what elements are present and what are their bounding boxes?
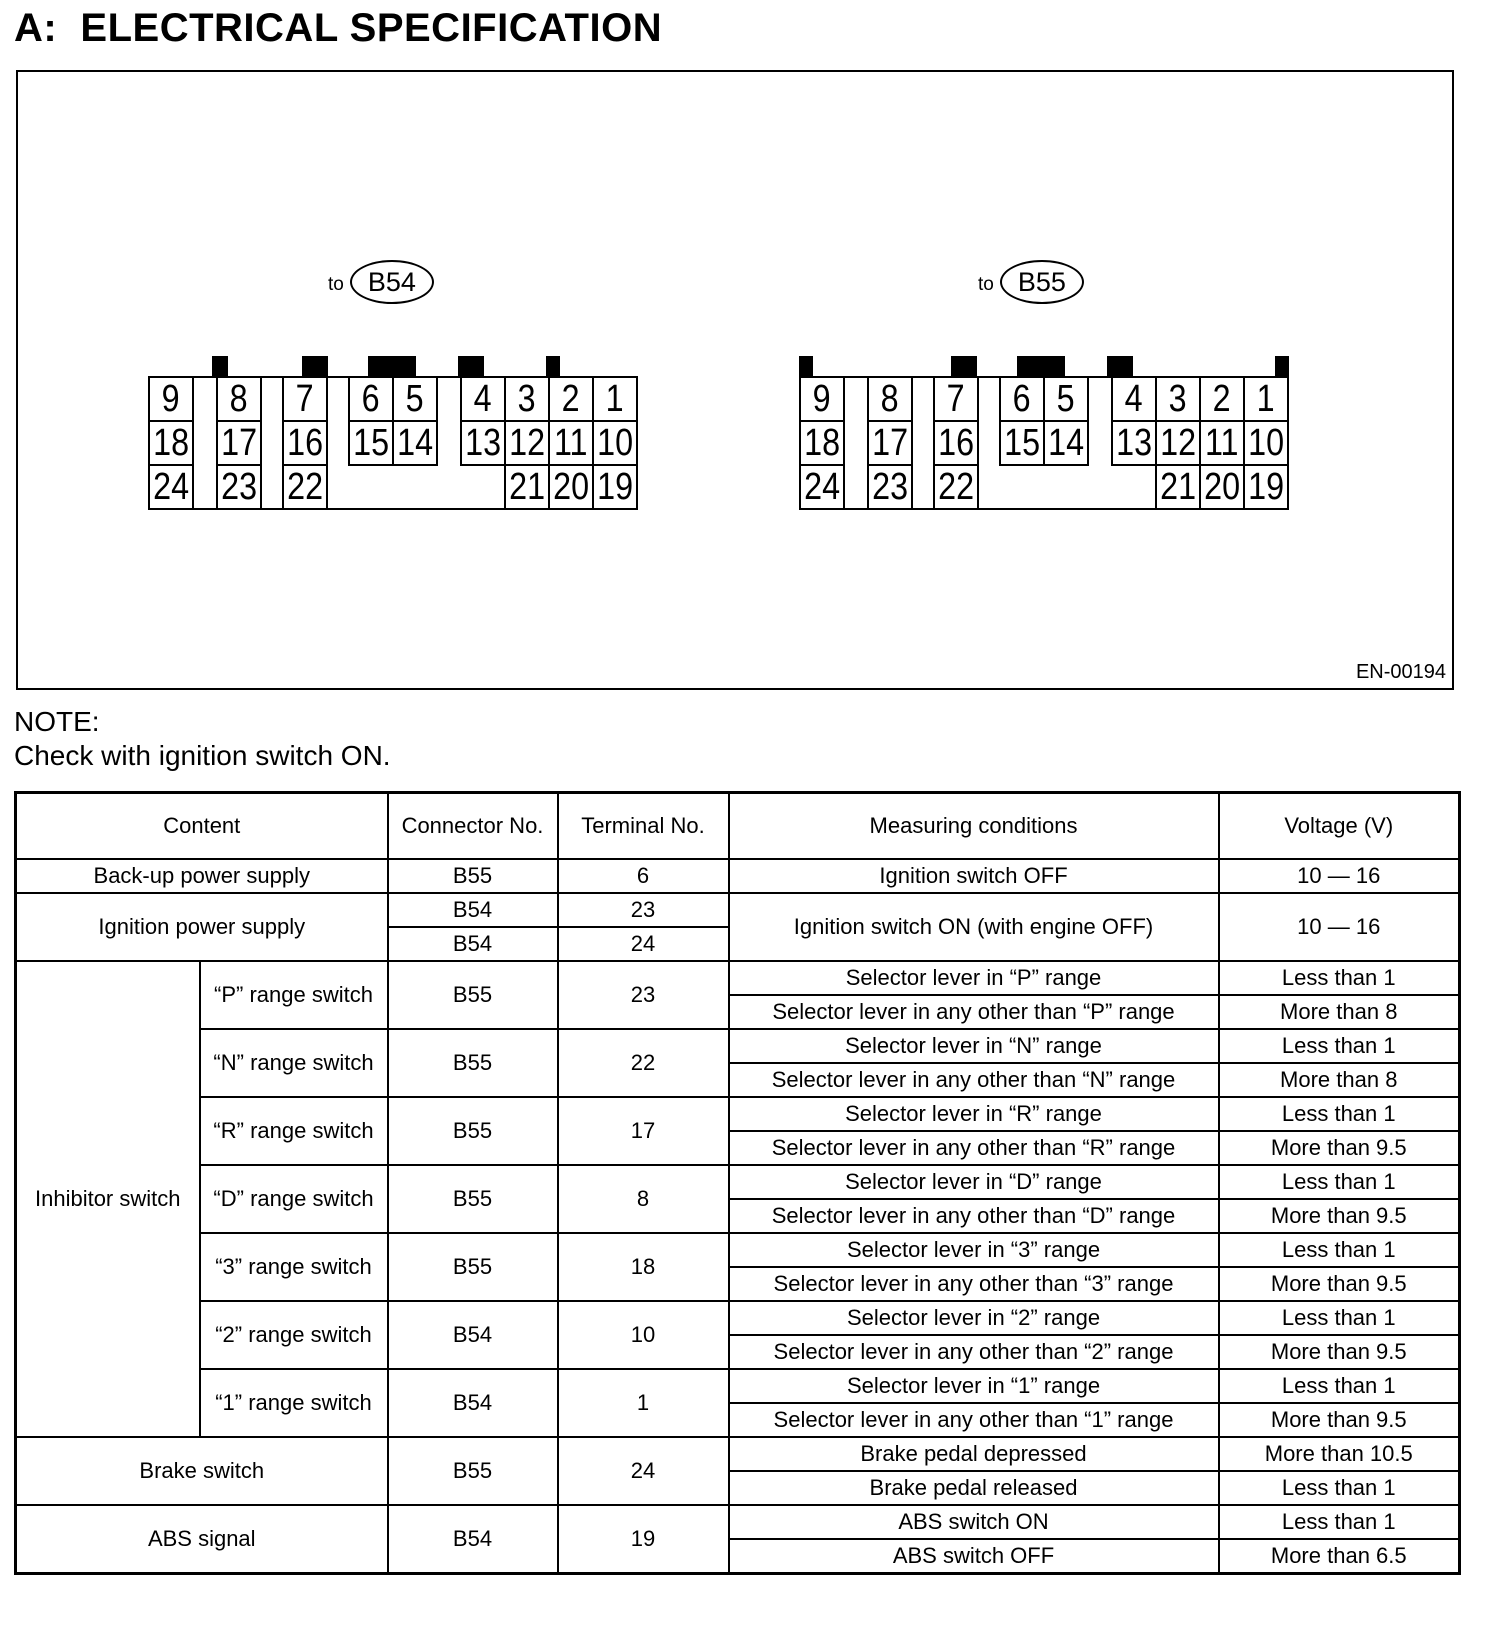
pin-cell bbox=[148, 420, 194, 466]
pin-cell bbox=[282, 376, 328, 422]
voltage-cell: 10 — 16 bbox=[1219, 893, 1460, 961]
pin-number: 8 bbox=[230, 378, 248, 420]
pin-cell bbox=[1199, 376, 1245, 422]
pin-cell bbox=[867, 376, 913, 422]
header-voltage: Voltage (V) bbox=[1219, 793, 1460, 860]
pin-number: 19 bbox=[597, 466, 633, 508]
pin-number: 17 bbox=[872, 422, 908, 464]
pin-number: 23 bbox=[872, 466, 908, 508]
pin-number: 5 bbox=[406, 378, 424, 420]
pin-number: 2 bbox=[562, 378, 580, 420]
table-row bbox=[16, 1505, 1460, 1539]
content-cell: Ignition power supply bbox=[16, 893, 388, 961]
connector-cell: B55 bbox=[388, 1097, 558, 1165]
connector-cell: B54 bbox=[388, 1301, 558, 1369]
header-connector: Connector No. bbox=[388, 793, 558, 860]
condition-cell: Selector lever in “P” range bbox=[729, 961, 1219, 995]
condition-cell: Selector lever in “3” range bbox=[729, 1233, 1219, 1267]
header-conditions: Measuring conditions bbox=[729, 793, 1219, 860]
pin-number: 10 bbox=[1248, 422, 1284, 464]
inhibitor-rows bbox=[16, 961, 1460, 1437]
pin-cell bbox=[1155, 376, 1201, 422]
condition-cell: Selector lever in “R” range bbox=[729, 1097, 1219, 1131]
voltage-cell: Less than 1 bbox=[1219, 961, 1460, 995]
pin-number: 3 bbox=[1169, 378, 1187, 420]
voltage-cell: 10 — 16 bbox=[1219, 859, 1460, 893]
pin-number: 20 bbox=[1204, 466, 1240, 508]
terminal-cell: 22 bbox=[558, 1029, 729, 1097]
terminal-cell: 8 bbox=[558, 1165, 729, 1233]
switch-name-cell: “1” range switch bbox=[200, 1369, 388, 1437]
pin-number: 14 bbox=[397, 422, 433, 464]
figure-code: EN-00194 bbox=[1355, 661, 1446, 683]
pin-number: 9 bbox=[162, 378, 180, 420]
table-header-row bbox=[16, 793, 1460, 860]
pin-number: 21 bbox=[509, 466, 545, 508]
pin-cell bbox=[999, 376, 1045, 422]
pin-cell bbox=[148, 464, 194, 510]
condition-cell: Selector lever in any other than “P” range bbox=[729, 995, 1219, 1029]
voltage-cell: Less than 1 bbox=[1219, 1165, 1460, 1199]
connector-latch-tab bbox=[458, 356, 484, 376]
terminal-cell: 23 bbox=[558, 961, 729, 1029]
note-text: Check with ignition switch ON. bbox=[14, 740, 391, 771]
pin-cell bbox=[504, 376, 550, 422]
connector-latch-tab bbox=[546, 356, 560, 376]
pin-number: 22 bbox=[287, 466, 323, 508]
table-row bbox=[16, 1301, 1460, 1335]
pin-number: 16 bbox=[938, 422, 974, 464]
voltage-cell: Less than 1 bbox=[1219, 1471, 1460, 1505]
pin-number: 15 bbox=[1004, 422, 1040, 464]
pin-number: 21 bbox=[1160, 466, 1196, 508]
pin-number: 12 bbox=[509, 422, 545, 464]
switch-name-cell: “2” range switch bbox=[200, 1301, 388, 1369]
pin-cell bbox=[548, 376, 594, 422]
condition-cell: Selector lever in “D” range bbox=[729, 1165, 1219, 1199]
pin-number: 5 bbox=[1057, 378, 1075, 420]
pin-cell bbox=[504, 464, 550, 510]
pin-cell bbox=[799, 420, 845, 466]
pin-cell bbox=[1243, 464, 1289, 510]
connector-cell: B55 bbox=[388, 1165, 558, 1233]
content-cell: Brake switch bbox=[16, 1437, 388, 1505]
connector-cell: B55 bbox=[388, 1437, 558, 1505]
terminal-cell: 1 bbox=[558, 1369, 729, 1437]
pin-cell bbox=[1199, 464, 1245, 510]
pin-cell bbox=[1243, 420, 1289, 466]
pin-cell bbox=[216, 420, 262, 466]
condition-cell: Selector lever in any other than “2” range bbox=[729, 1335, 1219, 1369]
pin-cell bbox=[1111, 376, 1157, 422]
pin-number: 19 bbox=[1248, 466, 1284, 508]
pin-number: 14 bbox=[1048, 422, 1084, 464]
condition-cell: Selector lever in “1” range bbox=[729, 1369, 1219, 1403]
table-row bbox=[16, 1437, 1460, 1471]
pin-number: 8 bbox=[881, 378, 899, 420]
inhibitor-group-cell: Inhibitor switch bbox=[16, 961, 200, 1437]
header-content: Content bbox=[16, 793, 388, 860]
table-row bbox=[16, 1233, 1460, 1267]
table-row bbox=[16, 1369, 1460, 1403]
voltage-cell: More than 6.5 bbox=[1219, 1539, 1460, 1574]
pin-number: 7 bbox=[296, 378, 314, 420]
voltage-cell: Less than 1 bbox=[1219, 1233, 1460, 1267]
connector-latch-tab bbox=[302, 356, 328, 376]
connector-name-oval: B54 bbox=[350, 260, 434, 304]
switch-name-cell: “N” range switch bbox=[200, 1029, 388, 1097]
connector-prefix: to bbox=[978, 274, 994, 295]
pin-cell bbox=[1043, 376, 1089, 422]
pin-cell bbox=[1199, 420, 1245, 466]
note-heading: NOTE: bbox=[14, 706, 100, 737]
pin-cell bbox=[148, 376, 194, 422]
connector-cell: B54 bbox=[388, 893, 558, 927]
pin-number: 18 bbox=[153, 422, 189, 464]
condition-cell: Selector lever in any other than “D” range bbox=[729, 1199, 1219, 1233]
pin-number: 1 bbox=[1257, 378, 1275, 420]
connector-figure bbox=[16, 70, 1454, 690]
pin-cell bbox=[1243, 376, 1289, 422]
condition-cell: Brake pedal released bbox=[729, 1471, 1219, 1505]
connector-latch-tab bbox=[1017, 356, 1065, 376]
pin-cell bbox=[216, 464, 262, 510]
condition-cell: ABS switch ON bbox=[729, 1505, 1219, 1539]
voltage-cell: More than 8 bbox=[1219, 1063, 1460, 1097]
pin-number: 1 bbox=[606, 378, 624, 420]
condition-cell: Selector lever in any other than “R” range bbox=[729, 1131, 1219, 1165]
voltage-cell: More than 8 bbox=[1219, 995, 1460, 1029]
connector-name-oval: B55 bbox=[1000, 260, 1084, 304]
pin-cell bbox=[460, 376, 506, 422]
connector-b54-diagram bbox=[148, 356, 658, 520]
pin-cell bbox=[1155, 464, 1201, 510]
connector-latch-tab bbox=[368, 356, 416, 376]
connector-latch-tab bbox=[1107, 356, 1133, 376]
pin-cell bbox=[933, 464, 979, 510]
terminal-cell: 18 bbox=[558, 1233, 729, 1301]
pin-cell bbox=[282, 464, 328, 510]
pin-cell bbox=[460, 420, 506, 466]
pin-number: 11 bbox=[1205, 422, 1239, 464]
voltage-cell: Less than 1 bbox=[1219, 1369, 1460, 1403]
voltage-cell: Less than 1 bbox=[1219, 1029, 1460, 1063]
pin-number: 24 bbox=[804, 466, 840, 508]
condition-cell: Ignition switch ON (with engine OFF) bbox=[729, 893, 1219, 961]
connector-cell: B54 bbox=[388, 927, 558, 961]
connector-label-b55 bbox=[978, 260, 1084, 304]
connector-latch-tab bbox=[212, 356, 228, 376]
pin-number: 6 bbox=[1013, 378, 1031, 420]
connector-latch-tab bbox=[951, 356, 977, 376]
switch-name-cell: “P” range switch bbox=[200, 961, 388, 1029]
connector-label-b54 bbox=[328, 260, 434, 304]
table-row bbox=[16, 961, 1460, 995]
table-row bbox=[16, 1165, 1460, 1199]
condition-cell: Selector lever in “N” range bbox=[729, 1029, 1219, 1063]
condition-cell: Ignition switch OFF bbox=[729, 859, 1219, 893]
connector-cell: B54 bbox=[388, 1369, 558, 1437]
pin-cell bbox=[1155, 420, 1201, 466]
terminal-cell: 10 bbox=[558, 1301, 729, 1369]
condition-cell: ABS switch OFF bbox=[729, 1539, 1219, 1574]
table-row bbox=[16, 893, 1460, 927]
pin-number: 24 bbox=[153, 466, 189, 508]
pin-cell bbox=[999, 420, 1045, 466]
pin-cell bbox=[392, 376, 438, 422]
connector-prefix: to bbox=[328, 274, 344, 295]
connector-latch-tab bbox=[1275, 356, 1289, 376]
content-cell: ABS signal bbox=[16, 1505, 388, 1574]
pin-cell bbox=[799, 464, 845, 510]
condition-cell: Brake pedal depressed bbox=[729, 1437, 1219, 1471]
pin-cell bbox=[504, 420, 550, 466]
section-title: A: ELECTRICAL SPECIFICATION bbox=[14, 6, 663, 50]
connector-latch-tab bbox=[799, 356, 813, 376]
pin-number: 13 bbox=[465, 422, 501, 464]
header-terminal: Terminal No. bbox=[558, 793, 729, 860]
pin-cell bbox=[933, 376, 979, 422]
pin-number: 7 bbox=[947, 378, 965, 420]
pin-number: 9 bbox=[813, 378, 831, 420]
pin-cell bbox=[216, 376, 262, 422]
connector-cell: B55 bbox=[388, 1233, 558, 1301]
voltage-cell: More than 9.5 bbox=[1219, 1131, 1460, 1165]
pin-number: 22 bbox=[938, 466, 974, 508]
pin-number: 10 bbox=[597, 422, 633, 464]
pin-cell bbox=[348, 376, 394, 422]
pin-number: 20 bbox=[553, 466, 589, 508]
pin-number: 15 bbox=[353, 422, 389, 464]
pin-number: 18 bbox=[804, 422, 840, 464]
table-row bbox=[16, 859, 1460, 893]
pin-number: 4 bbox=[474, 378, 492, 420]
terminal-cell: 24 bbox=[558, 927, 729, 961]
pin-cell bbox=[867, 464, 913, 510]
connector-b55-diagram bbox=[799, 356, 1309, 520]
pin-cell bbox=[548, 464, 594, 510]
pin-cell bbox=[348, 420, 394, 466]
pin-number: 13 bbox=[1116, 422, 1152, 464]
pin-cell bbox=[592, 420, 638, 466]
pin-cell bbox=[1043, 420, 1089, 466]
condition-cell: Selector lever in any other than “3” range bbox=[729, 1267, 1219, 1301]
pin-cell bbox=[1111, 420, 1157, 466]
switch-name-cell: “R” range switch bbox=[200, 1097, 388, 1165]
pin-cell bbox=[867, 420, 913, 466]
terminal-cell: 23 bbox=[558, 893, 729, 927]
voltage-cell: More than 9.5 bbox=[1219, 1267, 1460, 1301]
table-row bbox=[16, 1097, 1460, 1131]
voltage-cell: More than 10.5 bbox=[1219, 1437, 1460, 1471]
pin-cell bbox=[392, 420, 438, 466]
pin-cell bbox=[592, 376, 638, 422]
pin-cell bbox=[592, 464, 638, 510]
connector-cell: B54 bbox=[388, 1505, 558, 1574]
terminal-cell: 19 bbox=[558, 1505, 729, 1574]
content-cell: Back-up power supply bbox=[16, 859, 388, 893]
voltage-cell: Less than 1 bbox=[1219, 1505, 1460, 1539]
connector-cell: B55 bbox=[388, 961, 558, 1029]
pin-number: 17 bbox=[221, 422, 257, 464]
pin-number: 2 bbox=[1213, 378, 1231, 420]
pin-number: 16 bbox=[287, 422, 323, 464]
condition-cell: Selector lever in “2” range bbox=[729, 1301, 1219, 1335]
pin-cell bbox=[933, 420, 979, 466]
switch-name-cell: “D” range switch bbox=[200, 1165, 388, 1233]
pin-number: 23 bbox=[221, 466, 257, 508]
pin-number: 4 bbox=[1125, 378, 1143, 420]
voltage-cell: Less than 1 bbox=[1219, 1097, 1460, 1131]
table-row bbox=[16, 1029, 1460, 1063]
pin-number: 11 bbox=[554, 422, 588, 464]
pin-number: 12 bbox=[1160, 422, 1196, 464]
voltage-cell: More than 9.5 bbox=[1219, 1335, 1460, 1369]
connector-cell: B55 bbox=[388, 1029, 558, 1097]
pin-number: 6 bbox=[362, 378, 380, 420]
pin-cell bbox=[548, 420, 594, 466]
condition-cell: Selector lever in any other than “1” range bbox=[729, 1403, 1219, 1437]
terminal-cell: 6 bbox=[558, 859, 729, 893]
terminal-cell: 24 bbox=[558, 1437, 729, 1505]
voltage-cell: More than 9.5 bbox=[1219, 1199, 1460, 1233]
condition-cell: Selector lever in any other than “N” range bbox=[729, 1063, 1219, 1097]
electrical-spec-table bbox=[14, 791, 1461, 1575]
voltage-cell: Less than 1 bbox=[1219, 1301, 1460, 1335]
terminal-cell: 17 bbox=[558, 1097, 729, 1165]
pin-cell bbox=[799, 376, 845, 422]
pin-cell bbox=[282, 420, 328, 466]
voltage-cell: More than 9.5 bbox=[1219, 1403, 1460, 1437]
switch-name-cell: “3” range switch bbox=[200, 1233, 388, 1301]
connector-cell: B55 bbox=[388, 859, 558, 893]
pin-number: 3 bbox=[518, 378, 536, 420]
